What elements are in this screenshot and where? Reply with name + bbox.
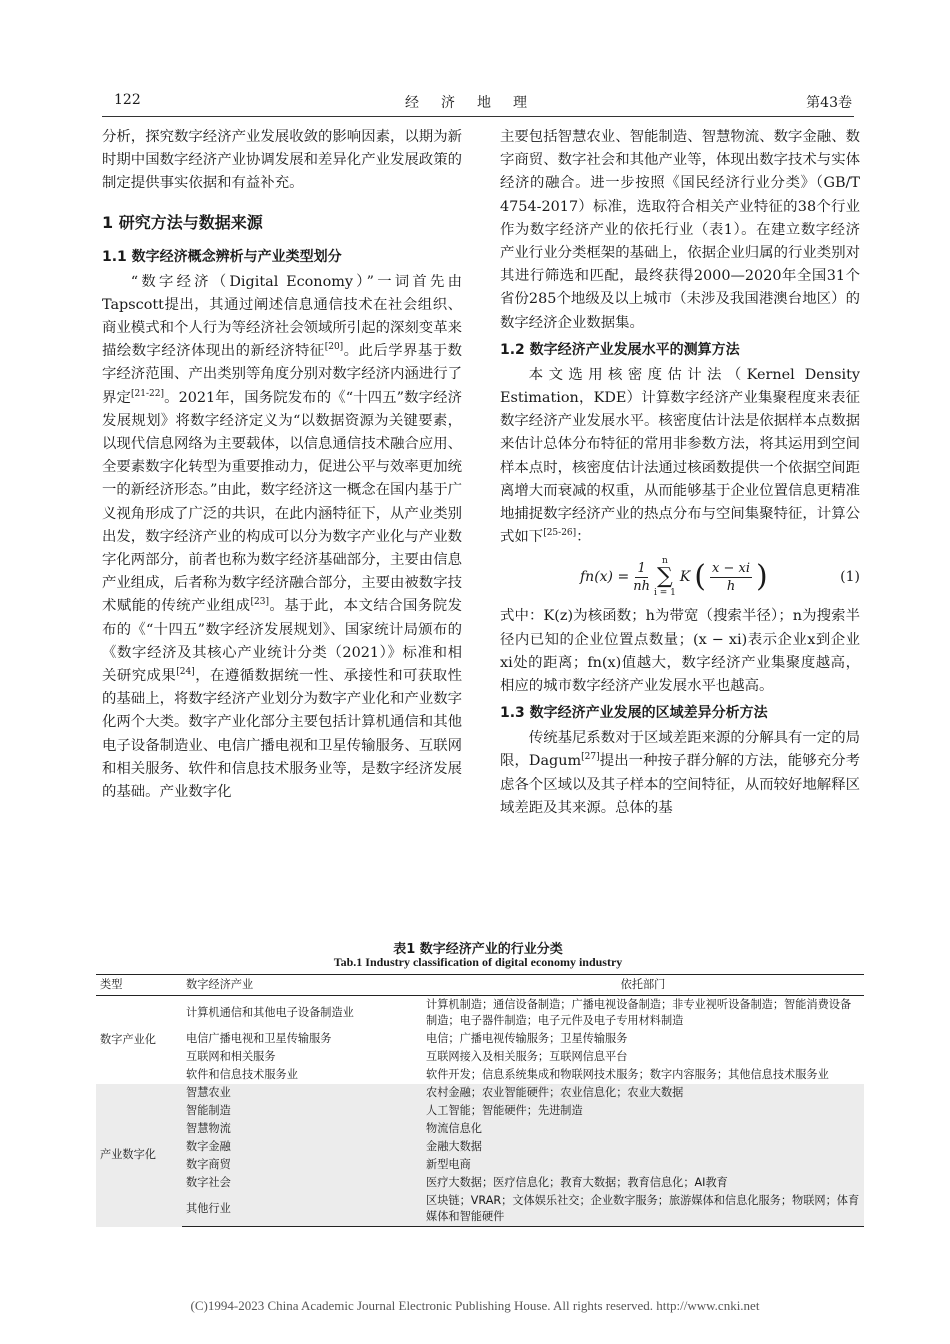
table-header-row [96, 975, 864, 996]
summation-operator [654, 556, 676, 598]
sectors-cell: 互联网接入及相关服务；互联网信息平台 [426, 1050, 628, 1063]
text-run: ： [576, 529, 591, 546]
header-rule [102, 116, 854, 117]
table-row [96, 1156, 864, 1174]
citation-ref: [24] [176, 667, 195, 678]
table-row [96, 1048, 864, 1066]
text-run: ，在遵循数据统一性、承接性和可获取性的基础上，将数字经济产业划分为数字产业化和产业数字化两个大类。数字产业化部分主要包括计算机通信和其他电子设备制造业、电信广播电视和卫星传输服务、互联网和相关服务、软件和信息技术服务业等，是数字经济发展的基础。产业数字化 [102, 668, 462, 801]
header-industry: 数字经济产业 [182, 975, 422, 996]
group-type-cell: 数字产业化 [100, 1033, 156, 1046]
industry-paragraph: 主要包括智慧农业、智能制造、智慧物流、数字金融、数字商贸、数字社会和其他产业等，体现出数字技术与实体经济的融合。进一步按照《国民经济行业分类》（GB/T 4754-2017）标准，选取符合相关产业特征的38个行业作为数字经济产业的依托行业（表1）。在建立数字经济产业行业分类框架的基础上，依据企业归属的行业类别对其进行筛选和匹配，最终获得2000—2020年全国31个省份285个地级及以上城市（未涉及我国港澳台地区）的数字经济企业数据集。 [500, 129, 860, 331]
industry-cell: 智慧农业 [182, 1084, 422, 1102]
right-paren: ) [756, 559, 768, 595]
industry-cell: 数字金融 [182, 1138, 422, 1156]
text-run: 。此后学界基于数字经济范围、产出类别等角度分别对数字经济内涵进行了界定 [102, 343, 462, 406]
sectors-cell: 医疗大数据；医疗信息化；教育大数据；教育信息化；AI教育 [422, 1174, 864, 1192]
page-number: 122 [114, 92, 141, 108]
text-run: 传统基尼系数对于区域差距来源的分解具有一定的局限，Dagum [500, 730, 860, 770]
sectors-cell: 金融大数据 [422, 1138, 864, 1156]
fraction-1-numerator: 1 [637, 560, 646, 576]
fraction-1 [633, 560, 650, 595]
industry-cell: 计算机通信和其他电子设备制造业 [186, 1006, 354, 1019]
fraction-2-numerator: x − xi [712, 560, 750, 576]
kde-formula [500, 551, 860, 603]
page-header [102, 92, 852, 118]
table-row [96, 1102, 864, 1120]
sectors-cell: 区块链；VRAR；文体娱乐社交；企业数字服务；旅游媒体和信息化服务；物联网；体育媒体和智能硬件 [422, 1192, 864, 1227]
table-caption-cn: 表1 数字经济产业的行业分类 [393, 942, 563, 957]
table-row [96, 1066, 864, 1084]
formula-expression [580, 556, 768, 598]
industry-cell: 智能制造 [182, 1102, 422, 1120]
text-run: 。基于此，本文结合国务院发布的《“十四五”数字经济发展规划》、国家统计局颁布的《数字经济及其核心产业统计分类（2021）》标准和相关研究成果 [102, 598, 462, 685]
formula-explanation: 式中：K(z)为核函数；h为带宽（搜索半径）；n为搜索半径内已知的企业位置点数量；(x − xi)表示企业x到企业xi处的距离；fn(x)值越大，数字经济产业集聚度越高，相应的城市数字经济产业发展水平也越高。 [500, 608, 860, 695]
table-caption-en: Tab.1 Industry classification of digital economy industry [333, 955, 623, 969]
fraction-2-denominator: h [726, 578, 736, 594]
citation-ref: [20] [324, 342, 344, 353]
table-row [96, 1192, 864, 1227]
dagum-paragraph [500, 727, 860, 820]
industry-cell: 数字社会 [182, 1174, 422, 1192]
sectors-cell: 计算机制造；通信设备制造；广播电视设备制造；非专业视听设备制造；智能消费设备制造；电子器件制造；电子元件及电子专用材料制造 [426, 998, 852, 1027]
volume-label: 第43卷 [806, 95, 852, 111]
industry-cell: 数字商贸 [182, 1156, 422, 1174]
header-type: 类型 [96, 975, 182, 996]
fraction-1-denominator: nh [633, 578, 650, 594]
kernel-function: K [679, 568, 691, 585]
fraction-2 [710, 560, 752, 595]
right-column [500, 126, 860, 820]
text-run: “数字经济（Digital Economy）”一词首先由Tapscott提出，其通过阐述信息通信技术在社会组织、商业模式和个人行为等经济社会领域所引起的深刻变革来描绘数字经济体现出的新经济特征 [102, 273, 462, 360]
text-run: 提出一种按子群分解的方法，能够充分考虑各个区域以及其子样本的空间特征，从而较好地解释区域差距及其来源。总体的基 [500, 753, 860, 816]
intro-paragraph: 分析，探究数字经济产业发展收敛的影响因素，以期为新时期中国数字经济产业协调发展和差异化产业发展政策的制定提供事实依据和有益补充。 [102, 129, 462, 192]
sectors-cell: 新型电商 [422, 1156, 864, 1174]
text-run: 本文选用核密度估计法（Kernel Density Estimation，KDE）计算数字经济产业集聚程度来表征数字经济产业发展水平。核密度估计法是依据样本点数据来估计总体分布特征的常用非参数方法，将其运用到空间样本点时，核密度估计法通过核函数提供一个依据空间距离增大而衰减的权重，从而能够基于企业位置信息更精准地捕捉数字经济产业的热点分布与空间集聚特征，计算公式如下 [500, 366, 860, 546]
table-row [96, 1138, 864, 1156]
sum-lower-limit: i = 1 [653, 588, 676, 599]
journal-name: 经济地理 [405, 95, 549, 111]
sectors-cell: 物流信息化 [422, 1120, 864, 1138]
concept-paragraph [102, 271, 462, 805]
industry-cell: 智慧物流 [182, 1120, 422, 1138]
industry-classification-table [96, 974, 864, 1227]
left-paren: ( [694, 559, 707, 595]
table-row [96, 1030, 864, 1048]
sectors-cell: 软件开发；信息系统集成和物联网技术服务；数字内容服务；其他信息技术服务业 [426, 1068, 829, 1081]
citation-ref: [25-26] [543, 528, 577, 539]
industry-cell: 电信广播电视和卫星传输服务 [186, 1032, 332, 1045]
copyright-footer: (C)1994-2023 China Academic Journal Electronic Publishing House. All rights reserved. http://www.cnki.net [190, 1298, 760, 1313]
equation-number: (1) [840, 568, 860, 585]
sum-upper-limit: n [661, 556, 668, 567]
sectors-cell: 人工智能；智能硬件；先进制造 [422, 1102, 864, 1120]
sigma-icon: ∑ [657, 564, 673, 590]
industry-cell: 软件和信息技术服务业 [186, 1068, 298, 1081]
table-row [96, 1120, 864, 1138]
table-row [96, 996, 864, 1031]
citation-ref: [23] [250, 597, 269, 608]
left-column [102, 126, 462, 804]
sectors-cell: 电信；广播电视传输服务；卫星传输服务 [426, 1032, 628, 1045]
text-run: 。2021年，国务院发布的《“十四五”数字经济发展规划》将数字经济定义为“以数据资源为关键要素，以现代信息网络为主要载体，以信息通信技术融合应用、全要素数字化转型为重要推动力，促进公平与效率更加统一的新经济形态。”由此，数字经济这一概念在国内基于广义视角形成了广泛的共识，在此内涵特征下，从产业类别出发，数字经济产业的构成可以分为数字产业化与产业数字化两部分，前者也称为数字经济基础部分，主要由信息产业组成，后者称为数字经济融合部分，主要由被数字技术赋能的传统产业组成 [102, 389, 462, 615]
kde-paragraph [500, 364, 860, 550]
citation-ref: [21-22] [131, 388, 164, 399]
section-1-2-heading: 1.2 数字经济产业发展水平的测算方法 [500, 341, 740, 358]
citation-ref: [27] [581, 752, 600, 763]
section-1-3-heading: 1.3 数字经济产业发展的区域差异分析方法 [500, 705, 768, 722]
section-1-1-heading: 1.1 数字经济概念辨析与产业类型划分 [102, 248, 342, 265]
formula-lhs: fn(x) = [580, 568, 630, 585]
industry-cell: 互联网和相关服务 [186, 1050, 276, 1063]
group-type-cell: 产业数字化 [96, 1084, 182, 1227]
sectors-cell: 农村金融；农业智能硬件；农业信息化；农业大数据 [422, 1084, 864, 1102]
header-sectors: 依托部门 [422, 975, 864, 996]
table-row [96, 1084, 864, 1102]
table-row [96, 1174, 864, 1192]
industry-cell: 其他行业 [182, 1192, 422, 1227]
section-1-heading: 1 研究方法与数据来源 [102, 212, 263, 232]
